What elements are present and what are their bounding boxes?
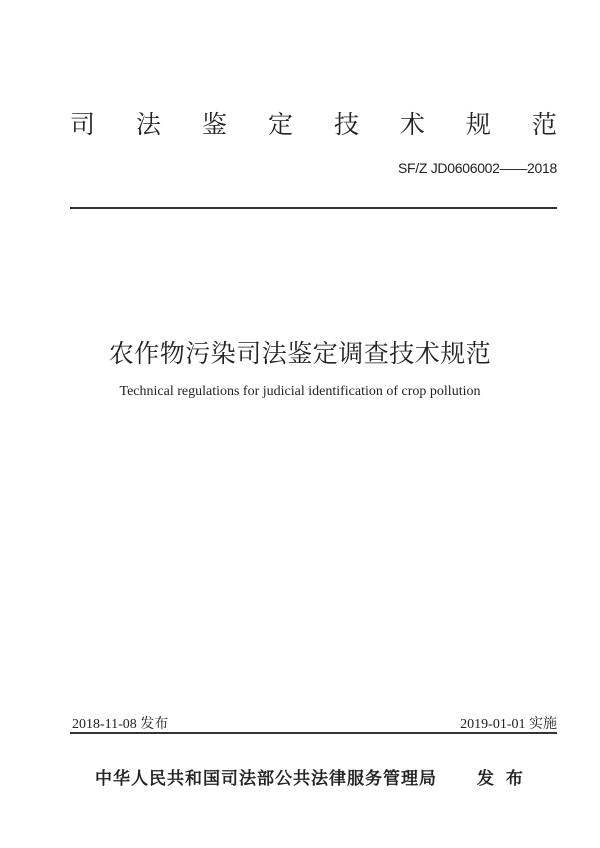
publisher: 中华人民共和国司法部公共法律服务管理局 [95, 769, 437, 789]
series-char: 规 [465, 110, 491, 139]
series-char: 定 [267, 110, 293, 139]
document-title: 农作物污染司法鉴定调查技术规范 [108, 339, 492, 368]
issue-label: 发 布 [477, 769, 523, 789]
publish-date: 2018-11-08 发布 [72, 717, 169, 732]
standard-code: SF/Z JD0606002——2018 [398, 160, 557, 176]
series-char: 鉴 [201, 110, 227, 139]
series-char: 法 [135, 110, 161, 139]
series-char: 技 [333, 110, 359, 139]
standard-series-title [70, 108, 557, 142]
series-char: 范 [531, 110, 557, 139]
document-subtitle-english: Technical regulations for judicial identification of crop pollution [119, 384, 481, 399]
footer-divider [70, 732, 557, 734]
series-char: 司 [70, 110, 96, 139]
header-divider [70, 207, 557, 209]
series-char: 术 [399, 110, 425, 139]
implement-date: 2019-01-01 实施 [460, 717, 557, 732]
